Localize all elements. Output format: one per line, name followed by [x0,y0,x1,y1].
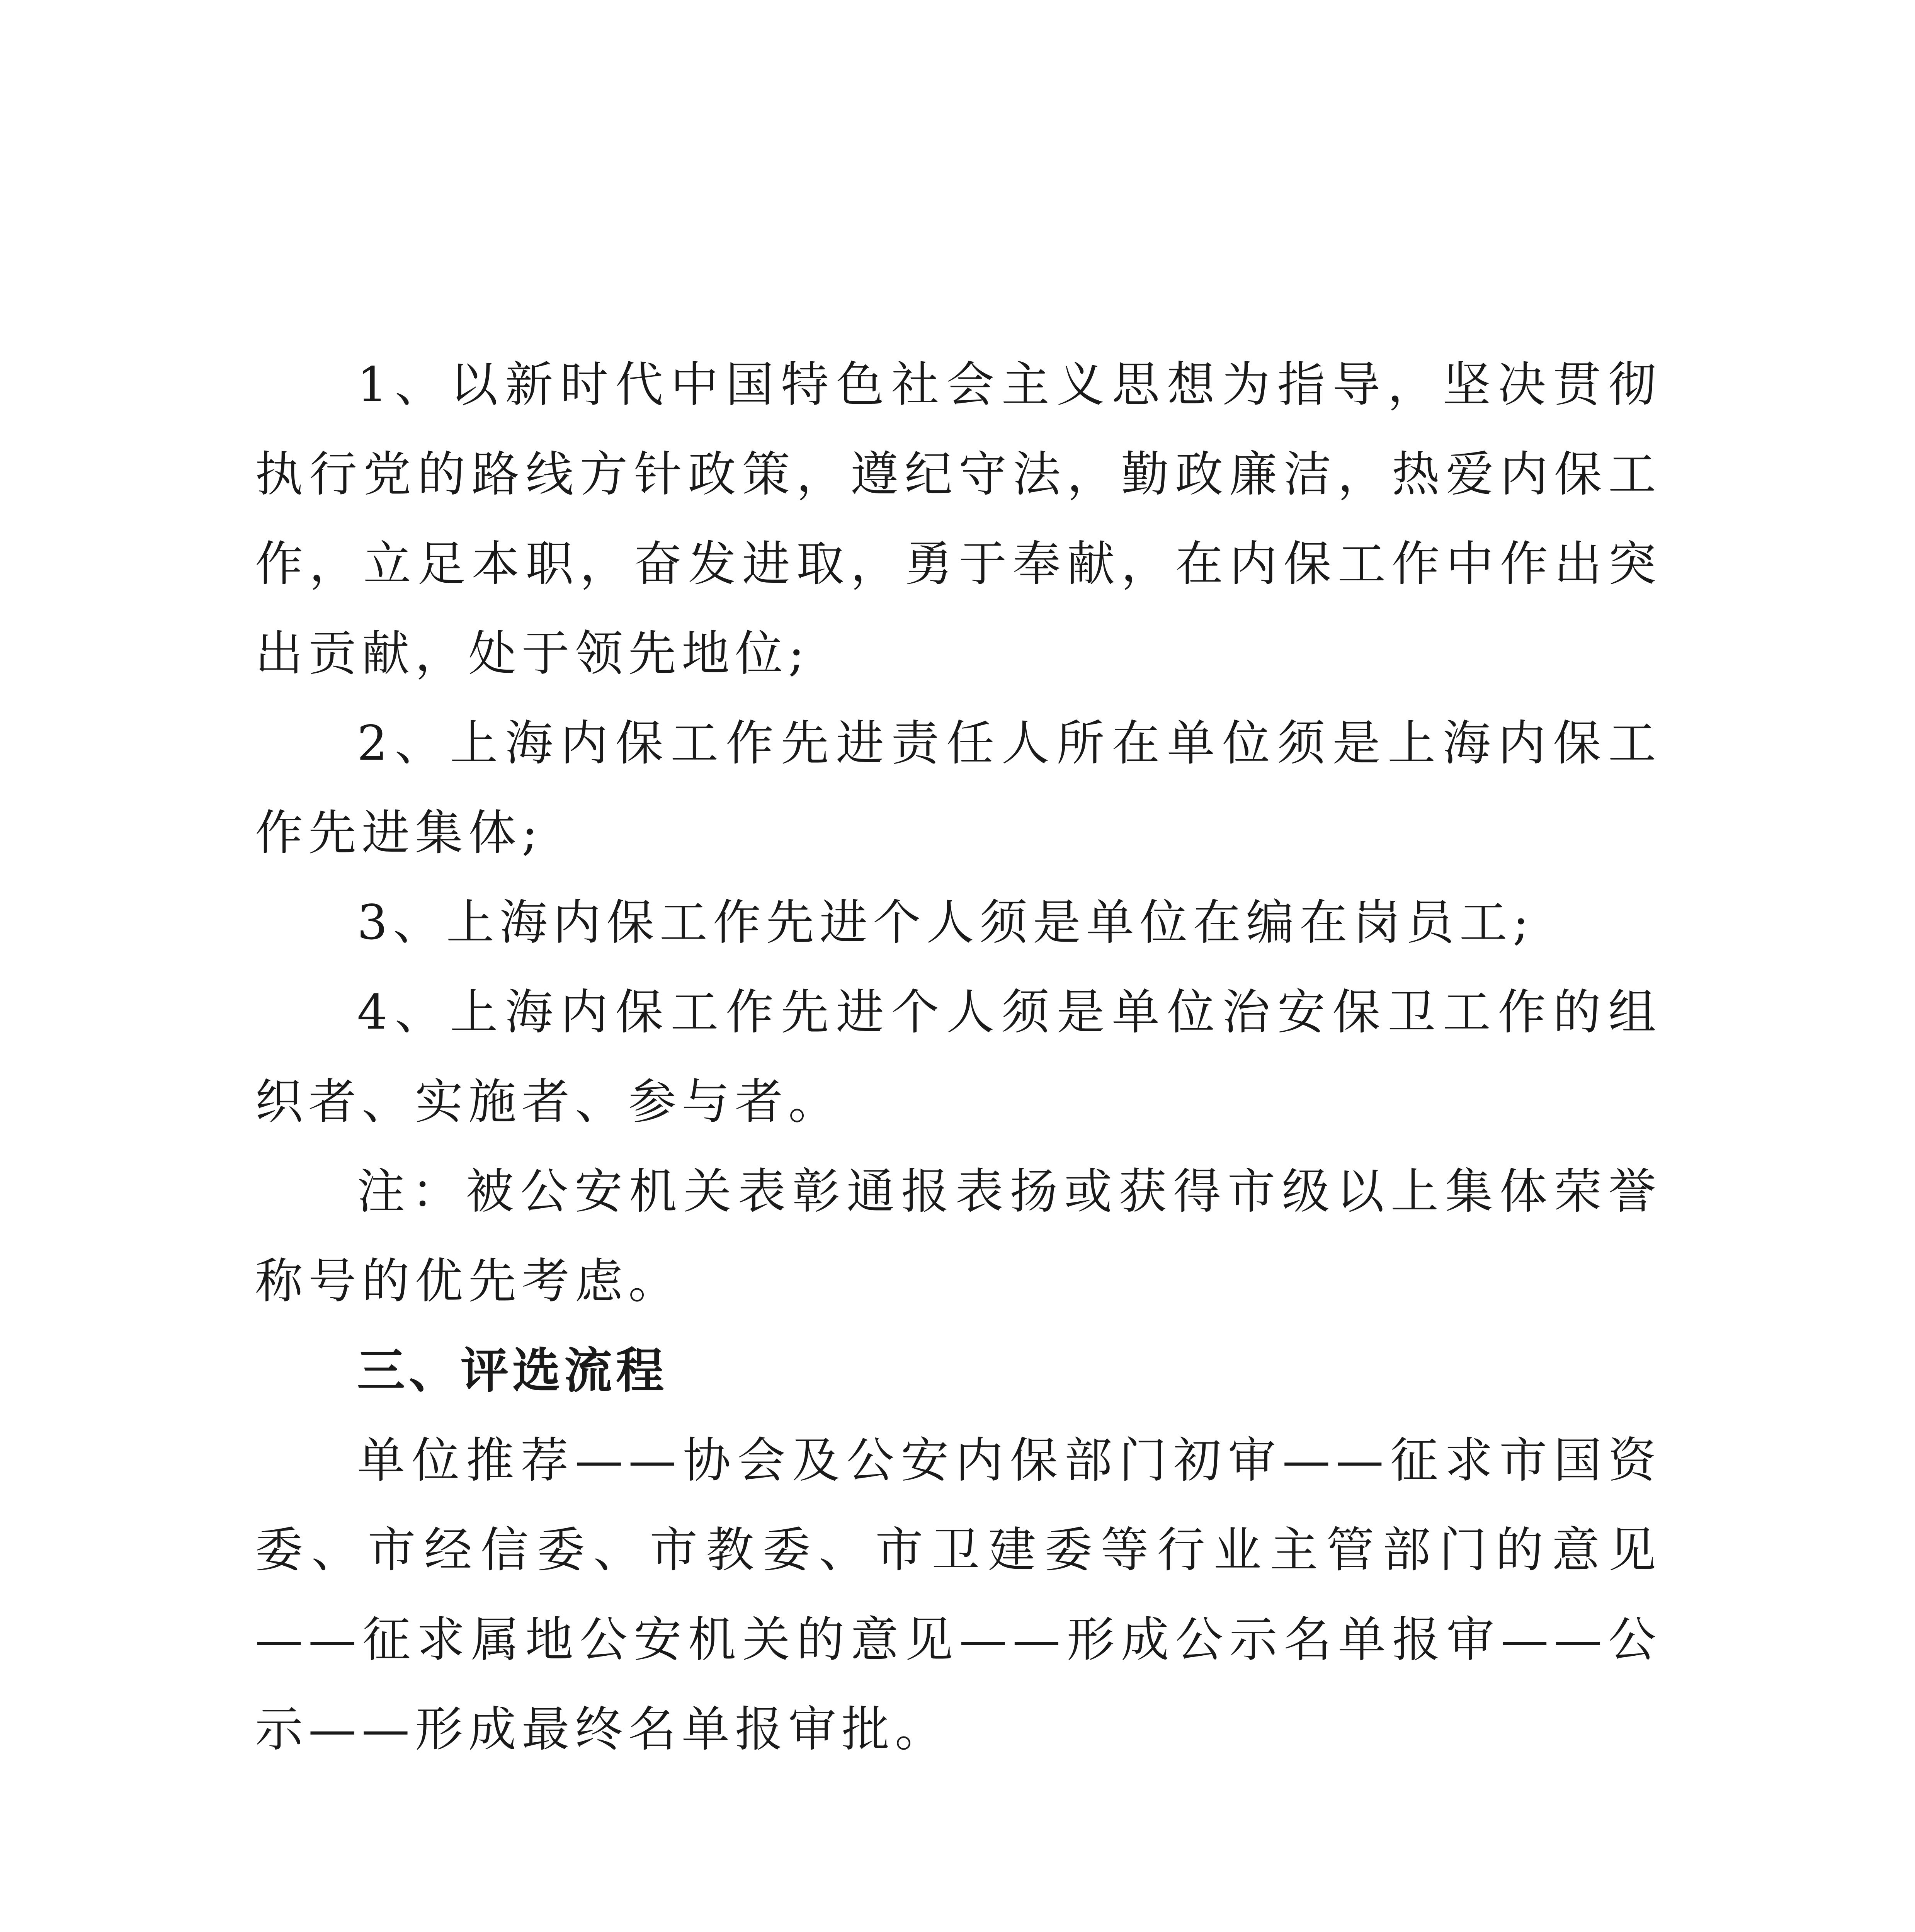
document-body [255,340,1662,1774]
section-heading: 三、评选流程 [357,1343,668,1399]
criterion-paragraph-2: 2、上海内保工作先进责任人所在单位须是上海内保工作先进集体; [255,716,1662,861]
criterion-paragraph-3: 3、上海内保工作先进个人须是单位在编在岗员工; [357,895,1534,951]
process-paragraph: 单位推荐——协会及公安内保部门初审——征求市国资委、市经信委、市教委、市卫建委等行业主管部门的意见——征求属地公安机关的意见——形成公示名单报审——公示——形成最终名单报审批。 [255,1433,1662,1757]
criterion-paragraph-4: 4、上海内保工作先进个人须是单位治安保卫工作的组织者、实施者、参与者。 [255,985,1662,1130]
note-paragraph: 注：被公安机关表彰通报表扬或获得市级以上集体荣誉称号的优先考虑。 [255,1164,1662,1309]
criterion-paragraph-1: 1、以新时代中国特色社会主义思想为指导，坚决贯彻执行党的路线方针政策，遵纪守法，勤政廉洁，热爱内保工作，立足本职，奋发进取，勇于奉献，在内保工作中作出突出贡献，处于领先地位; [255,357,1662,682]
